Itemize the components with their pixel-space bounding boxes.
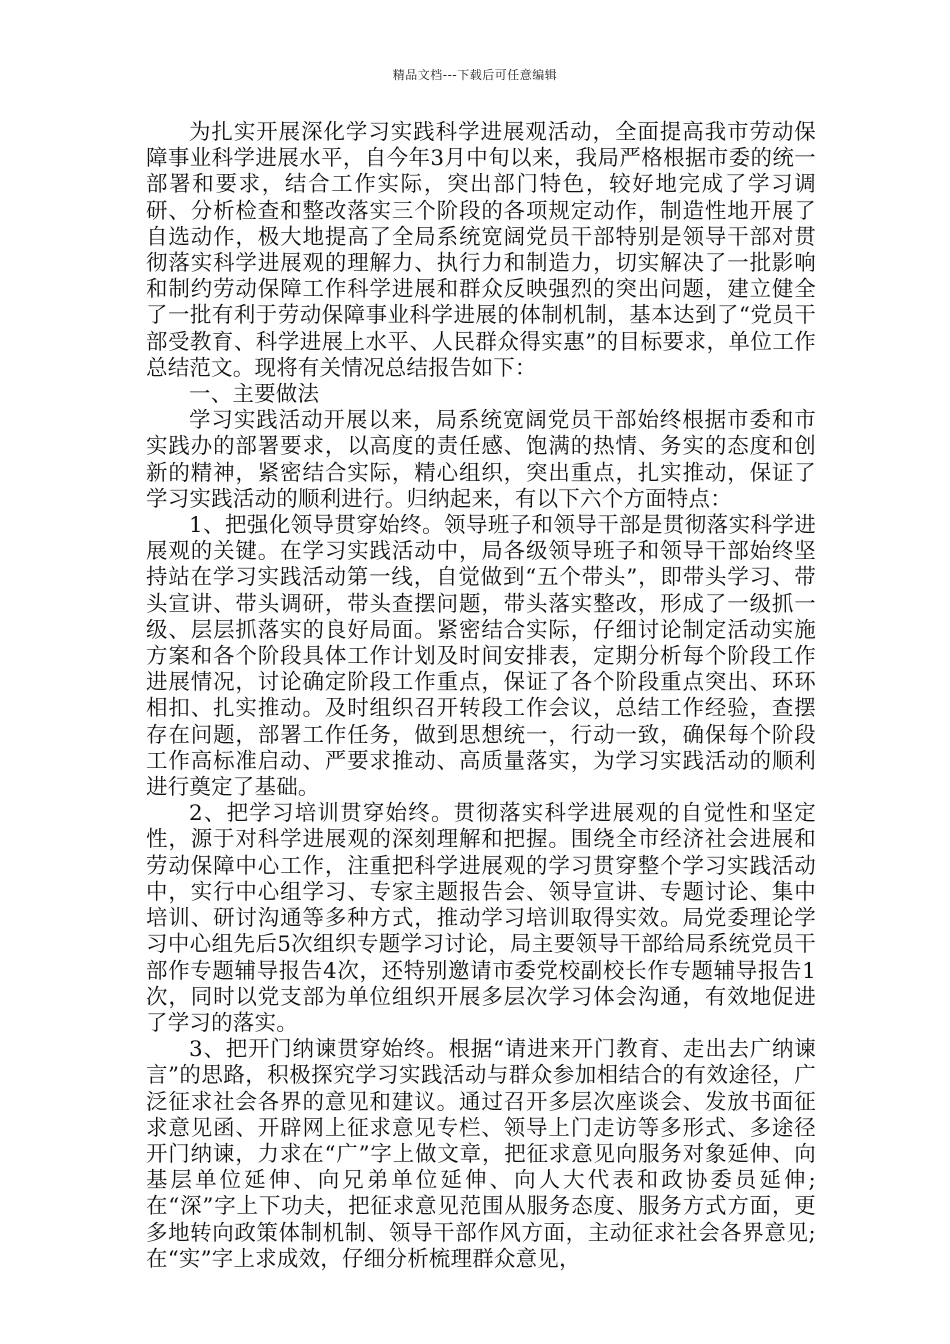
body-paragraph: 学习实践活动开展以来，局系统宽阔党员干部始终根据市委和市实践办的部署要求，以高度的责任感、饱满的热情、务实的态度和创新的精神，紧密结合实际，精心组织，突出重点，扎实推动，保证了学习实践活动的顺利进行。归纳起来，有以下六个方面特点： <box>146 408 816 512</box>
body-paragraph: 3、把开门纳谏贯穿始终。根据“请进来开门教育、走出去广纳谏言”的思路，积极探究学习实践活动与群众参加相结合的有效途径，广泛征求社会各界的意见和建议。通过召开多层次座谈会、发放书面征求意见函、开辟网上征求意见专栏、领导上门走访等多形式、多途径开门纳谏，力求在“广”字上做文章，把征求意见向服务对象延伸、向基层单位延伸、向兄弟单位延伸、向人大代表和政协委员延伸;在“深”字上下功夫，把征求意见范围从服务态度、服务方式方面，更多地转向政策体制机制、领导干部作风方面，主动征求社会各界意见;在“实”字上求成效，仔细分析梳理群众意见， <box>146 1037 816 1272</box>
section-heading: 一、主要做法 <box>189 382 320 408</box>
page-header: 精品文档---下载后可任意编辑 <box>392 68 558 82</box>
body-paragraph: 1、把强化领导贯穿始终。领导班子和领导干部是贯彻落实科学进展观的关键。在学习实践活动中，局各级领导班子和领导干部始终坚持站在学习实践活动第一线，自觉做到“五个带头”，即带头学习、带头宣讲、带头调研，带头查摆问题，带头落实整改，形成了一级抓一级、层层抓落实的良好局面。紧密结合实际，仔细讨论制定活动实施方案和各个阶段具体工作计划及时间安排表，定期分析每个阶段工作进展情况，讨论确定阶段工作重点，保证了各个阶段重点突出、环环相扣、扎实推动。及时组织召开转段工作会议，总结工作经验，查摆存在问题，部署工作任务，做到思想统一，行动一致，确保每个阶段工作高标准启动、严要求推动、高质量落实，为学习实践活动的顺利进行奠定了基础。 <box>146 513 816 801</box>
document-body <box>146 120 816 1273</box>
body-paragraph: 2、把学习培训贯穿始终。贯彻落实科学进展观的自觉性和坚定性，源于对科学进展观的深刻理解和把握。围绕全市经济社会进展和劳动保障中心工作，注重把科学进展观的学习贯穿整个学习实践活动中，实行中心组学习、专家主题报告会、领导宣讲、专题讨论、集中培训、研讨沟通等多种方式，推动学习培训取得实效。局党委理论学习中心组先后5次组织专题学习讨论，局主要领导干部给局系统党员干部作专题辅导报告4次，还特别邀请市委党校副校长作专题辅导报告1次，同时以党支部为单位组织开展多层次学习体会沟通，有效地促进了学习的落实。 <box>146 801 816 1036</box>
intro-paragraph: 为扎实开展深化学习实践科学进展观活动，全面提高我市劳动保障事业科学进展水平，自今年3月中旬以来，我局严格根据市委的统一部署和要求，结合工作实际，突出部门特色，较好地完成了学习调研、分析检查和整改落实三个阶段的各项规定动作，制造性地开展了自选动作，极大地提高了全局系统宽阔党员干部特别是领导干部对贯彻落实科学进展观的理解力、执行力和制造力，切实解决了一批影响和制约劳动保障工作科学进展和群众反映强烈的突出问题，建立健全了一批有利于劳动保障事业科学进展的体制机制，基本达到了“党员干部受教育、科学进展上水平、人民群众得实惠”的目标要求，单位工作总结范文。现将有关情况总结报告如下： <box>146 120 816 381</box>
